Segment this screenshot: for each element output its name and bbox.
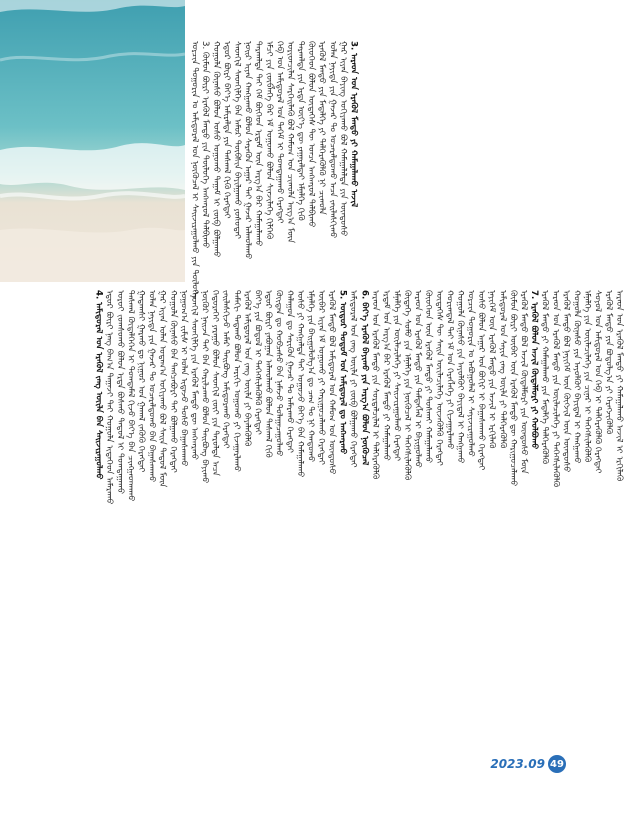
text-line: ᠣᠷᠴᠢᠨ ᠲᠣᠭᠣᠷᠢᠨ ᠤ ᠠᠪᠤᠭᠤᠯᠠᠯ ᠢ ᠰᠠᠶᠢᠵᠢᠷᠠᠭᠤᠯᠬᠤ [465, 290, 476, 457]
text-line: ᠪᠡᠶ᠎ᠡ ᠶᠢᠨ ᠪᠣᠳᠣᠯ ᠢ ᠳᠡᠭᠡᠭᠰᠢᠯᠡᠭᠦᠯᠬᠦ ᠬᠡᠷᠡᠭᠲᠡᠢ [252, 290, 263, 435]
text-line: ᠡᠷᠡᠭᠦᠯ ᠮᠡᠨᠳᠦ ᠶᠢᠨ ᠮᠡᠳᠡᠯᠭᠡ ᠶᠢ ᠳᠡᠯᠭᠡᠷᠡᠭᠦᠯᠬᠦ ᠨᠢ ᠴᠢᠬᠤᠯᠠ [316, 41, 327, 215]
text-line: ᠤᠰᠤ ᠪᠣᠯᠣᠨ ᠠᠭᠠᠷ ᠤᠨ ᠪᠣᠬᠢᠷ ᠢ ᠪᠠᠭᠠᠰᠬᠠᠬᠤ ᠬᠡᠷᠡᠭᠲᠡᠢ [476, 290, 487, 471]
text-line: ᠣᠯᠠᠨ ᠨᠡᠶᠢᠲᠡ ᠶᠢᠨ ᠭᠠᠵᠠᠷ ᠲᠤ ᠤᠴᠠᠷᠠᠯᠳᠤᠬᠤ ᠪᠠᠨ ᠪᠠᠭᠠᠰᠬᠠᠬᠤ [146, 290, 157, 483]
text-line: ᠭᠠᠷ ᠢᠶᠠᠨ ᠣᠯᠠᠨ ᠤᠳᠠᠭ᠎ᠠ ᠤᠭᠢᠶᠠᠬᠤ ᠪᠣᠯ ᠰᠠᠢᠨ ᠳᠠᠳᠤᠯ ᠮᠥᠨ [157, 290, 168, 488]
text-line: ᠡᠮᠨᠡᠯᠭᠡ ᠶᠢᠨ ᠦᠢᠯᠡᠴᠢᠯᠡᠭᠡ ᠶᠢ ᠰᠠᠢᠵᠢᠷᠠᠭᠤᠯᠬᠤ ᠬᠡᠷᠡᠭᠲᠡᠢ [391, 290, 402, 462]
text-line: ᠨᠡᠶᠢᠭᠡᠮ ᠦᠨ ᠡᠷᠡᠭᠦᠯ ᠮᠡᠨᠳᠦ ᠶᠢᠨ ᠠᠵᠢᠯ ᠢ ᠡᠷᠬᠢᠯᠡᠬᠦ [486, 290, 497, 449]
text-line: ᠬᠣᠭᠣᠯᠠ ᠬᠦᠨᠡᠰᠦ ᠪᠣᠯᠣᠨ ᠤᠰᠤ ᠤᠭᠤᠬᠤ ᠳᠠᠭᠠᠮ ᠢ ᠵᠥᠪ ᠪᠣᠯᠭᠠᠬᠤ [210, 41, 221, 258]
text-line: ᠠᠷᠠᠳ ᠤᠨ ᠡᠷᠡᠭᠦᠯ ᠮᠡᠨᠳᠦ ᠶᠢ ᠬᠠᠮᠠᠭᠠᠯᠠᠬᠤ ᠠᠵᠢᠯ ᠢ ᠡᠷᠬᠢᠯᠡᠬᠦ [613, 290, 624, 482]
section-heading-line: 3. ᠠᠷᠠᠳ ᠤᠨ ᠡᠷᠡᠭᠦᠯ ᠮᠡᠨᠳᠦ ᠶᠢ ᠬᠠᠮᠠᠭᠠᠯᠠᠬᠤ ᠠᠵᠢᠯ [348, 41, 359, 208]
text-line: ᠡᠮᠨᠡᠯᠭᠡ ᠶᠢᠨ ᠪᠠᠢᠭᠤᠯᠤᠯᠭ᠎ᠠ ᠳᠤ ᠴᠠᠭ ᠲᠤ ᠨᠢ ᠬᠠᠨᠳᠤᠬᠤ [305, 290, 316, 463]
text-line: ᠬᠦᠮᠦᠨ ᠪᠦᠷᠢ ᠥᠪᠡᠷ ᠦᠨ ᠡᠷᠡᠭᠦᠯ ᠮᠡᠨᠳᠦ ᠳᠦ ᠬᠠᠷᠢᠭᠤᠴᠠᠯᠠᠬᠤ [507, 290, 518, 487]
text-line: ᠭᠠᠷ ᠢᠶᠠᠨ ᠪᠠᠶᠢᠩ ᠤᠭᠢᠶᠠᠬᠤ ᠪᠣᠯ ᠬᠠᠮᠠᠭᠠᠯᠠᠯᠲᠠ ᠶᠢᠨ ᠦᠨᠳᠦᠰᠦ [337, 41, 348, 237]
text-line: ᠬᠡᠪ ᠤᠨ ᠠᠮᠢᠳᠤᠷᠠᠯ ᠤᠨ ᠳᠡᠭᠡᠮ ᠢ ᠲᠣᠭᠲᠠᠭᠠᠬᠤ ᠬᠡᠷᠡᠭᠲᠡᠢ [274, 41, 285, 224]
text-line: ᠵᠠᠢᠯᠠᠰᠬᠢᠵᠤ ᠠᠮᠠᠷ ᠲᠠᠢᠪᠤᠩ ᠠᠮᠢᠳᠤᠷᠠᠬᠤ ᠬᠡᠷᠡᠭᠲᠡᠢ [220, 290, 231, 449]
text-line: ᠣᠯᠠᠨ ᠨᠡᠶᠢᠲᠡ ᠶᠢᠨ ᠭᠠᠵᠠᠷ ᠲᠤ ᠤᠴᠠᠷᠠᠯᠳᠤᠬᠤ ᠠᠴᠠ ᠵᠠᠢᠯᠠᠰᠬᠢᠬᠤ [327, 41, 338, 239]
text-line: ᠡᠷᠡᠭᠦᠯ ᠠᠮᠢᠳᠤᠷᠠᠯ ᠤᠨ ᠵᠠᠩ ᠦᠢᠯᠡ ᠶᠢ ᠪᠡᠶᠡᠯᠡᠭᠦᠯᠬᠦ [241, 290, 252, 447]
text-line: ᠬᠡᠲᠦᠷᠡᠬᠡᠢ ᠶᠠᠷᠠᠭᠤ ᠪᠣᠯᠣᠨ ᠰᠡᠳᠬᠢᠯ ᠵᠦᠢ ᠶᠢᠨ ᠳᠠᠷᠤᠯᠲᠠ ᠠᠴᠠ [210, 290, 221, 476]
sea-beach-image [0, 0, 185, 282]
text-line: ᠡᠷᠳᠡᠮ ᠤᠨ ᠠᠷᠭ᠎ᠠ ᠪᠠᠷ ᠡᠷᠡᠭᠦᠯ ᠮᠡᠨᠳᠦ ᠶᠢ ᠬᠠᠮᠠᠭᠠᠯᠠᠬᠤ [380, 290, 391, 461]
text-line: ᠣᠷᠴᠢᠨ ᠲᠣᠭᠣᠷᠢᠨ ᠤ ᠠᠮᠢᠳᠤᠷᠠᠯ ᠤᠨ ᠨᠥᠬᠥᠴᠡᠯ ᠢ ᠰᠠᠢᠵᠢᠷᠠᠭᠤᠯᠬᠤ ᠶᠢᠨ ᠲᠥᠯᠥᠭᠡ [189, 41, 200, 299]
text-line: ᠡᠷᠡᠭᠦᠯ ᠮᠡᠨᠳᠦ ᠶᠢᠨ ᠪᠣᠳᠣᠯᠭ᠎ᠠ ᠶᠢ ᠬᠡᠷᠡᠭᠵᠢᠭᠦᠯᠬᠦ [603, 290, 614, 435]
text-line: ᠨᠣᠢᠷ ᠢᠶᠠᠨ ᠬᠠᠩᠭᠠᠬᠤ ᠪᠣᠯᠣᠨ ᠰᠡᠷᠡᠭᠦᠨ ᠠᠭᠠᠷ ᠲᠠᠢ ᠭᠠᠵᠠᠷ ᠠᠯᠬᠤᠯᠠᠬᠤ [242, 41, 253, 260]
text-line: ᠬᠣᠷᠢᠭᠳᠠᠯ ᠲᠠᠢ ᠡᠮ ᠤᠨ ᠬᠡᠷᠡᠭᠯᠡᠭᠡ ᠶᠢ ᠬᠢᠵᠠᠭᠠᠷᠯᠠᠬᠤ [444, 290, 455, 450]
text-line: ᠡᠷᠡᠭᠦᠯ ᠮᠡᠨᠳᠦ ᠪᠣᠯ ᠠᠵᠢᠯ ᠬᠥᠳᠡᠯᠮᠦᠷᠢ ᠶᠢᠨ ᠦᠨᠳᠦᠰᠦ ᠮᠥᠨ [518, 290, 529, 474]
text-line: ᠲᠠᠷᠬᠠᠯᠲᠠ ᠶᠢᠨ ᠡᠷᠲᠡ ᠦᠶ᠎ᠡ ᠳᠦ ᠶᠠᠭᠠᠷᠠᠯᠲᠠᠢ ᠡᠮᠨᠡᠯᠭᠡ ᠬᠢᠬᠦ [295, 41, 306, 221]
text-line: ᠭᠠᠳᠠᠭᠰᠢ ᠭᠠᠷᠬᠤ ᠳᠤ ᠨᠢᠭᠤᠷ ᠤᠨ ᠭᠠᠬᠠᠯ ᠵᠡᠬᠦᠬᠦ ᠬᠡᠷᠡᠭᠲᠡᠢ [135, 290, 146, 473]
text-line: ᠲᠠᠷᠬᠠᠯᠲᠠ ᠲᠠᠢ ᠬᠡᠮ ᠪᠥᠭᠡᠳ ᠡᠷᠳᠡᠮ ᠦᠨ ᠠᠷᠭ᠎ᠠ ᠪᠠᠷ ᠬᠠᠮᠠᠭᠠᠯᠠᠬᠤ [253, 41, 264, 247]
text-line: ᠠᠮᠢᠳᠤᠷᠠᠯ ᠤᠨ ᠵᠠᠩ ᠦᠢᠯᠡ ᠶᠢ ᠵᠥᠪ ᠪᠣᠯᠭᠠᠬᠤ ᠬᠡᠷᠡᠭᠲᠡᠢ [347, 290, 358, 468]
text-line: ᠨᠣᠭᠤᠭ᠎ᠠ ᠵᠢᠮᠢᠰ ᠢ ᠣᠯᠠᠨ ᠢᠳᠡᠵᠦ ᠲᠣᠰᠣ ᠪᠠᠭᠠᠰᠬᠠᠬᠤ [178, 290, 189, 467]
text-line: ᠡᠳᠦᠷ ᠪᠦᠷᠢ ᠶᠠᠪᠤᠭᠠᠨ ᠠᠯᠬᠤᠯᠠᠬᠤ ᠪᠣᠯᠣᠨ ᠳᠠᠰᠭᠠᠯ ᠬᠢᠬᠦ [263, 290, 274, 458]
text-line: ᠳᠠᠰᠭᠠᠯ ᠬᠥᠳᠡᠯᠭᠡᠭᠡᠨ ᠢ ᠲᠣᠭᠲᠠᠮᠠᠯ ᠬᠢᠵᠦ ᠪᠡᠶ᠎ᠡ ᠪᠡᠨ ᠴᠢᠩᠭᠠᠳᠬᠠᠬᠤ [125, 290, 136, 502]
text-line: 3. ᠬᠦᠮᠦᠨ ᠪᠦᠷᠢ ᠡᠷᠡᠭᠦᠯ ᠮᠡᠨᠳᠦ ᠶᠢᠨ ᠲᠥᠯᠥᠭᠡ ᠠᠩᠬᠠᠷᠤᠯ ᠲᠠᠯᠪᠢᠬᠤ [200, 41, 211, 249]
text-line: ᠡᠳᠦᠷ ᠪᠦᠷᠢ ᠪᠡᠶ᠎ᠡ ᠠᠮᠢᠷᠠᠯᠲᠠ ᠶᠢᠨ ᠳᠠᠰᠭᠠᠯ ᠬᠢᠬᠦ ᠬᠡᠷᠡᠭᠲᠡᠢ [221, 41, 232, 219]
text-line: ᠠᠷᠠᠳ ᠤᠨ ᠡᠷᠡᠭᠦᠯ ᠮᠡᠨᠳᠦ ᠶᠢᠨ ᠦᠢᠯᠡᠴᠢᠯᠡᠭᠡ ᠶᠢ ᠳᠡᠭᠡᠭᠰᠢᠯᠡᠭᠦᠯᠬᠦ [550, 290, 561, 488]
text-line: ᠬᠥᠳᠡᠭᠡ ᠰᠤᠮᠤ ᠶᠢᠨ ᠡᠮᠨᠡᠯᠭᠡ ᠶᠢᠨ ᠨᠥᠬᠥᠴᠡᠯ ᠢ ᠳᠡᠭᠡᠭᠰᠢᠯᠡᠭᠦᠯᠬᠦ [401, 290, 412, 481]
text-line: ᠰᠡᠳᠬᠢᠯ ᠰᠡᠳᠬᠢᠯᠭᠡ ᠶᠢᠨ ᠡᠷᠡᠭᠦᠯ ᠮᠡᠨᠳᠦ ᠳᠦ ᠠᠩᠬᠠᠷᠬᠤ [188, 290, 199, 460]
text-line: ᠥᠲᠡᠭᠡᠰ ᠲᠦ ᠰᠠᠢᠨ ᠦᠢᠯᠡᠴᠢᠯᠡᠭᠡ ᠦᠵᠡᠭᠦᠯᠬᠦ ᠬᠡᠷᠡᠭᠲᠡᠢ [433, 290, 444, 466]
text-line: ᠥᠪᠡᠷ ᠢᠶᠡᠨ ᠡᠮ ᠤᠭᠤᠬᠤ ᠶᠢ ᠬᠠᠷᠢᠭᠤᠴᠠᠯᠠᠬᠤ ᠬᠡᠷᠡᠭᠲᠡᠢ [316, 290, 327, 465]
text-block-lower-right [359, 290, 624, 717]
text-line: ᠤᠰᠤ ᠶᠢ ᠬᠠᠩᠭᠠᠯᠲᠠ ᠲᠠᠢ ᠤᠭᠤᠵᠤ ᠪᠡᠶ᠎ᠡ ᠪᠡᠨ ᠬᠠᠮᠠᠭᠠᠯᠠᠬᠤ [294, 290, 305, 478]
text-line: ᠡᠳᠦᠷ ᠪᠦᠷᠢ ᠨᠡᠩ ᠪᠠᠭ᠎ᠠ ᠳᠠᠭᠠᠵᠢ ᠲᠠᠢ ᠬᠣᠭᠣᠯᠠ ᠢᠳᠡᠭᠡᠳ ᠠᠮᠠᠷᠠᠬᠤ [104, 290, 115, 505]
text-line: ᠰᠡᠳᠬᠢᠯ ᠰᠡᠳᠬᠢᠯᠭᠡ ᠪᠡᠨ ᠠᠮᠤᠷ ᠲᠦᠪᠰᠢᠨ ᠪᠠᠶᠢᠯᠭᠠᠬᠤ ᠶᠣᠰᠣᠲᠠᠢ [231, 41, 242, 239]
text-line: ᠨᠥᠬᠥᠷ ᠨᠠᠢᠵᠠ ᠲᠠᠢ ᠪᠠᠨ ᠬᠠᠷᠢᠯᠴᠠᠬᠤ ᠪᠣᠯᠣᠨ ᠲᠠᠢᠪᠤᠩ ᠪᠠᠶᠢᠬᠤ [199, 290, 210, 484]
page-footer [490, 755, 566, 773]
text-line: ᠬᠣᠭᠣᠯᠠ ᠬᠦᠨᠡᠰᠦ ᠶᠢᠨ ᠠᠶᠤᠯᠭᠦᠢ ᠪᠠᠶᠢᠳᠠᠯ ᠢ ᠬᠠᠩᠭᠠᠬᠤ [571, 290, 582, 464]
text-line: ᠠᠮᠢᠳᠤᠷᠠᠯ ᠤᠨ ᠰᠠᠶᠢᠨ ᠵᠠᠩ ᠦᠢᠯᠡ ᠶᠢ ᠳᠡᠯᠭᠡᠷᠡᠭᠦᠯᠬᠦ [497, 290, 508, 449]
section-heading-line: 7. ᠡᠷᠡᠭᠦᠯ ᠪᠣᠯᠣᠨ ᠠᠵᠢᠯ ᠬᠥᠳᠡᠯᠮᠦᠷᠢ ᠶᠢ ᠬᠣᠯᠪᠣᠬᠤ [529, 290, 540, 450]
text-line: ᠬᠣᠭᠣᠯᠠ ᠬᠦᠨᠡᠰᠦ ᠪᠡᠨ ᠲᠡᠩᠴᠡᠪᠦᠷᠢ ᠲᠠᠢ ᠪᠣᠯᠭᠠᠬᠤ ᠬᠡᠷᠡᠭᠲᠡᠢ [167, 290, 178, 473]
beach-photo [0, 0, 185, 282]
page-number-badge: 49 [548, 755, 566, 773]
text-line: ᠡᠷᠡᠭᠦᠯ ᠮᠡᠨᠳᠦ ᠪᠣᠯ ᠠᠮᠢᠳᠤᠷᠠᠯ ᠤᠨ ᠬᠠᠮᠤᠭ ᠤᠨ ᠦᠨᠳᠦᠰᠦ [326, 290, 337, 475]
text-line: ᠠᠷᠠᠳ ᠤᠨ ᠡᠷᠡᠭᠦᠯ ᠮᠡᠨᠳᠦ ᠶᠢᠨ ᠰᠤᠷᠲᠠᠯᠴᠢᠯᠠᠯ ᠢ ᠳᠡᠯᠭᠡᠷᠡᠭᠦᠯᠬᠦ [370, 290, 381, 480]
text-line: ᠰᠣᠶᠣᠯ ᠤᠨ ᠠᠮᠢᠳᠤᠷᠠᠯ ᠤᠨ ᠬᠡᠪ ᠢ ᠳᠡᠯᠭᠡᠷᠡᠭᠦᠯᠬᠦ ᠬᠡᠷᠡᠭᠲᠡᠢ [592, 290, 603, 474]
text-line: ᠡᠮᠨᠡᠯᠭᠡ ᠶᠢᠨ ᠦᠢᠯᠡᠴᠢᠯᠡᠭᠡ ᠶᠢᠨ ᠴᠢᠨᠠᠷ ᠢ ᠳᠡᠭᠡᠭᠰᠢᠯᠡᠭᠦᠯᠬᠦ [582, 290, 593, 463]
issue-number: 2023.09 [490, 757, 545, 771]
section-heading-line: 5. ᠥᠳᠥᠷ ᠲᠤᠲᠤᠮ ᠤᠨ ᠠᠮᠢᠳᠤᠷᠠᠯ ᠳᠤ ᠠᠩᠬᠠᠷᠬᠤ [337, 290, 348, 455]
text-line: ᠠᠷᠠᠳ ᠤᠨ ᠡᠷᠡᠭᠦᠯ ᠮᠡᠨᠳᠦ ᠶᠢᠨ ᠲᠡᠮᠳᠡᠭᠯᠡᠯ ᠢ ᠪᠠᠶᠢᠭᠤᠯᠬᠤ [412, 290, 423, 468]
text-line: ᠡᠮᠴᠢ ᠶᠢᠨ ᠵᠥᠪᠯᠡᠭᠡ ᠪᠠᠷ ᠡᠮ ᠤᠭᠤᠬᠤ ᠪᠣᠯᠣᠨ ᠰᠢᠨᠵᠢᠯᠡᠭᠡ ᠬᠢᠯᠭᠡᠬᠦ [263, 41, 274, 240]
text-line: ᠡᠷᠡᠭᠦᠯ ᠮᠡᠨᠳᠦ ᠪᠣᠯ ᠨᠡᠶᠢᠭᠡᠮ ᠦᠨ ᠬᠥᠭᠵᠢᠯ ᠦᠨ ᠦᠨᠳᠦᠰᠦ [560, 290, 571, 473]
text-line: ᠬᠦᠦᠬᠡᠳ ᠦᠨ ᠡᠷᠡᠭᠦᠯ ᠮᠡᠨᠳᠦ ᠶᠢ ᠲᠤᠰᠬᠠᠢ ᠬᠠᠮᠠᠭᠠᠯᠠᠬᠤ [423, 290, 434, 464]
text-line: ᠲᠠᠮᠠᠬᠢ ᠲᠠᠲᠠᠬᠤ ᠪᠣᠯᠣᠨ ᠠᠷᠢᠬᠢ ᠤᠭᠤᠬᠤ ᠶᠢ ᠬᠢᠵᠠᠭᠠᠷᠯᠠᠬᠤ [231, 290, 242, 472]
text-line: ᠡᠷᠡᠭᠦᠯ ᠮᠡᠨᠳᠦ ᠶᠢ ᠬᠠᠮᠠᠭᠠᠯᠠᠬᠤ ᠶᠢᠨ ᠮᠡᠳᠡᠯᠭᠡ ᠳᠡᠯᠭᠡᠷᠡᠭᠦᠯᠬᠦ [539, 290, 550, 465]
text-line: ᠬᠦᠦᠬᠡᠳ ᠪᠣᠯᠣᠨ ᠥᠲᠡᠭᠡᠰ ᠲᠦ ᠣᠨᠴᠠ ᠠᠩᠬᠠᠷᠤᠯ ᠲᠠᠯᠪᠢᠬᠤ [306, 41, 317, 228]
text-block-right-column [189, 41, 359, 299]
text-line: ᠣᠷᠣᠢ ᠵᠣᠭᠰᠣᠬᠤ ᠪᠣᠯᠣᠨ ᠡᠷᠲᠡ ᠪᠣᠰᠬᠤ ᠳᠠᠳᠤᠯ ᠢ ᠲᠣᠭᠲᠠᠭᠠᠬᠤ [114, 290, 125, 495]
text-line: ᠬᠣᠭᠣᠯᠠ ᠬᠦᠨᠡᠰᠦ ᠶᠢᠨ ᠠᠶᠤᠯᠭᠦᠢ ᠪᠠᠶᠢᠳᠠᠯ ᠢ ᠬᠠᠩᠭᠠᠬᠤ [454, 290, 465, 464]
text-block-lower-left [93, 290, 358, 717]
section-heading-line: 4. ᠠᠮᠢᠳᠤᠷᠠᠯ ᠤᠨ ᠡᠷᠡᠭᠦᠯ ᠵᠠᠩ ᠦᠢᠯᠡ ᠪᠡᠨ ᠰᠠᠢᠵᠢᠷᠠᠭᠤᠯᠬᠤ [93, 290, 104, 480]
text-line: ᠤᠷᠢᠳᠴᠢᠯᠠᠨ ᠰᠡᠷᠭᠡᠢᠯᠡᠬᠦ ᠪᠣᠯ ᠬᠠᠮᠤᠭ ᠤᠨ ᠴᠢᠬᠤᠯᠠ ᠠᠷᠭ᠎ᠠ ᠮᠥᠨ [284, 41, 295, 244]
text-line: ᠬᠠᠯᠠᠭᠤᠨ ᠳᠤ ᠰᠡᠷᠢᠭᠦᠨ ᠭᠠᠵᠠᠷ ᠲᠤ ᠠᠮᠠᠷᠠᠬᠤ ᠬᠡᠷᠡᠭᠲᠡᠢ [284, 290, 295, 453]
section-heading-line: 6. ᠪᠡᠶ᠎ᠡ ᠡᠷᠡᠭᠦᠯ ᠪᠠᠶᠢᠬᠤ ᠶᠢᠨ ᠠᠷᠭ᠎ᠠ ᠪᠣᠯᠣᠨ ᠨᠥᠬᠥᠴᠡᠯ [359, 290, 370, 466]
text-line: ᠬᠦᠢᠲᠡᠨ ᠳᠤ ᠬᠤᠪᠴᠠᠰᠤ ᠪᠡᠨ ᠨᠡᠮᠡᠵᠦ ᠳᠤᠯᠠᠭᠠᠴᠠᠭᠤᠯᠬᠤ [273, 290, 284, 457]
